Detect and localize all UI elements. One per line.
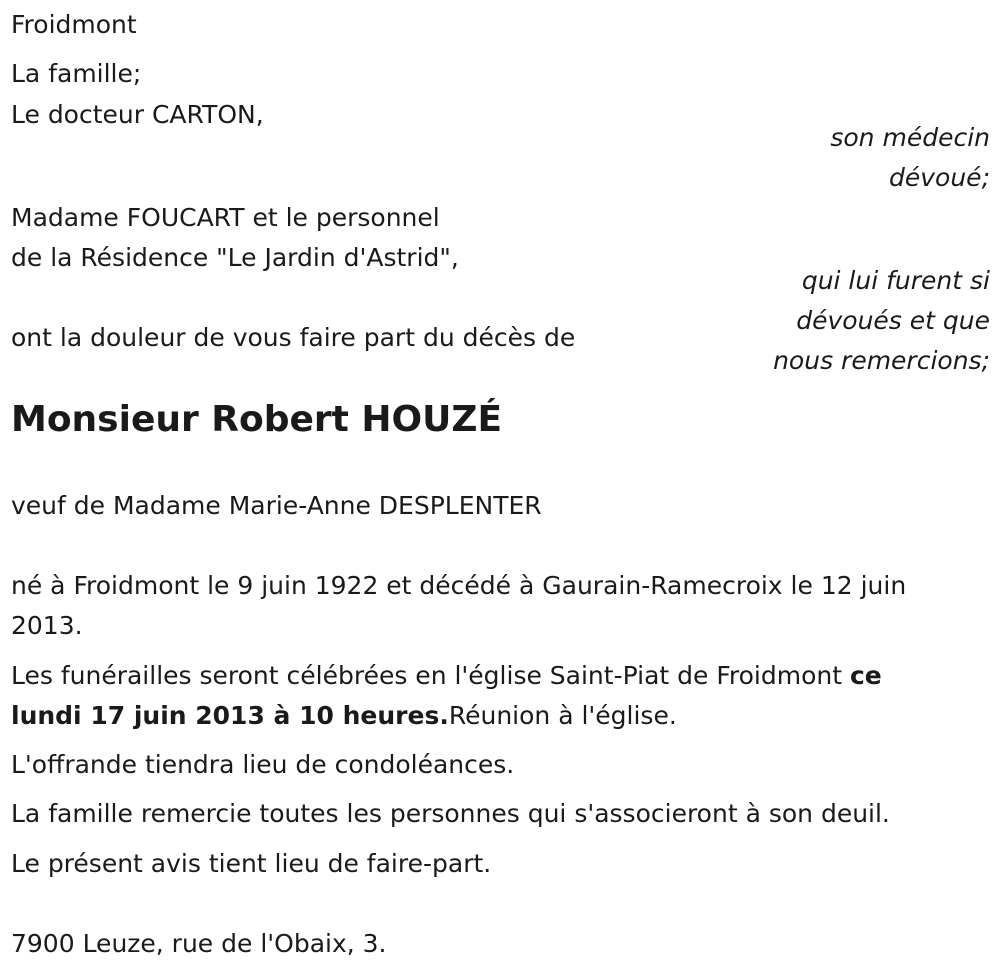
residence-line: de la Résidence "Le Jardin d'Astrid", xyxy=(11,243,459,272)
doctor-line: Le docteur CARTON, xyxy=(11,100,264,129)
thanks-note: La famille remercie toutes les personnes qui s'associeront à son deuil. xyxy=(11,799,890,828)
funeral-text-2: Réunion à l'église. xyxy=(448,701,677,730)
doctor-note-2: dévoué; xyxy=(889,163,990,192)
widower-line: veuf de Madame Marie-Anne DESPLENTER xyxy=(11,491,542,520)
staff-note-3: nous remercions; xyxy=(773,346,990,375)
birth-death-line-2: 2013. xyxy=(11,611,83,640)
location-heading: Froidmont xyxy=(11,10,137,39)
funeral-text-1: Les funérailles seront célébrées en l'église Saint-Piat de Froidmont xyxy=(11,661,850,690)
address-line: 7900 Leuze, rue de l'Obaix, 3. xyxy=(11,929,387,958)
birth-death-line-1: né à Froidmont le 9 juin 1922 et décédé à Gaurain-Ramecroix le 12 juin xyxy=(11,571,907,600)
staff-note-1: qui lui furent si xyxy=(801,266,990,295)
offering-note: L'offrande tiendra lieu de condoléances. xyxy=(11,750,515,779)
notice-note: Le présent avis tient lieu de faire-part. xyxy=(11,849,492,878)
funeral-line-1 xyxy=(11,656,882,696)
funeral-line-2 xyxy=(11,696,677,736)
funeral-bold-1: ce xyxy=(849,661,882,690)
residence-director-line: Madame FOUCART et le personnel xyxy=(11,203,440,232)
funeral-date-time: lundi 17 juin 2013 à 10 heures. xyxy=(11,701,449,730)
staff-note-2: dévoués et que xyxy=(796,306,990,335)
announcement-line: ont la douleur de vous faire part du décès de xyxy=(11,323,576,352)
doctor-note-1: son médecin xyxy=(830,123,990,152)
deceased-name: Monsieur Robert HOUZÉ xyxy=(11,399,503,440)
family-line: La famille; xyxy=(11,59,142,88)
